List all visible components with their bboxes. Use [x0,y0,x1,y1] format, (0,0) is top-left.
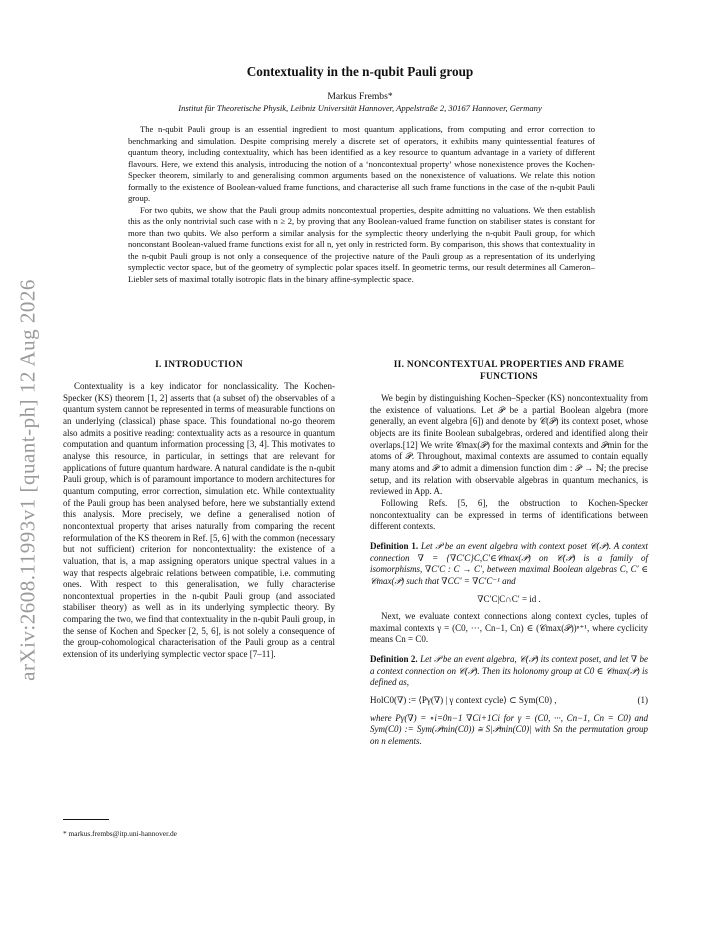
abstract-paragraph: For two qubits, we show that the Pauli group admits noncontextual properties, despite admitting no valuations. We then establish this as the only nontrivial such case with n ≥ 2, by proving that any Boolean-valued frame function on stabiliser states is constant for more than two qubits. We also perform a similar analysis for the symplectic theory underlying the n-qubit Pauli group, for which nonconstant Boolean-valued frame functions exist for all n, yet only in restricted form. By comparison, this shows that contextuality in the n-qubit Pauli group is not only a consequence of the projective nature of the Pauli group as a representation of its underlying symplectic vector space, but of the geometry of symplectic polar spaces itself. In geometric terms, our result determines all Cameron–Liebler sets of maximal totally isotropic flats in the binary affine-symplectic space. [128,204,595,284]
definition-text: Let 𝒫 be an event algebra with context poset 𝒞(𝒫). A context connection ∇ = {∇C′C}C,C′∈𝒞max(𝒫) on 𝒞(𝒫) is a family of isomorphisms, ∇C′C : C → C′, between maximal Boolean algebras C, C′ ∈ 𝒞max(𝒫) such that ∇CC′ = ∇C′C⁻¹ and [370,540,648,586]
right-column [370,359,648,748]
equation-body: HolC0(∇) := ⟨Pγ(∇) | γ context cycle⟩ ⊂ Sym(C0) , [370,695,557,706]
footnote-email: * markus.frembs@itp.uni-hannover.de [63,829,177,838]
body-paragraph: We begin by distinguishing Kochen–Specker (KS) noncontextuality from the existence of valuations. Let 𝒫 be a partial Boolean algebra (more generally, an event algebra [6]) and denote by 𝒞(𝒫) its context poset, whose objects are its finite Boolean subalgebras, ordered and identified along their overlaps.[12] We write 𝒞max(𝒫) for the maximal contexts and 𝒫min for the atoms of 𝒫. Throughout, maximal contexts are assumed to contain equally many atoms and 𝒫 to admit a dimension function dim : 𝒫 → ℕ; the precise setup, and its relation with observable algebras in quantum mechanics, is reviewed in App. A. [370,393,648,497]
section-heading-noncontextual: II. NONCONTEXTUAL PROPERTIES AND FRAME FUNCTIONS [393,360,625,382]
author-name: Markus Frembs* [327,91,393,102]
left-column [63,359,335,661]
definition-continuation: where Pγ(∇) = ∘i=0n−1 ∇Ci+1Ci for γ = (C0, ···, Cn−1, Cn = C0) and Sym(C0) := Sym(𝒫min(C0)) ≅ S|𝒫min(C0)| with Sn the permutation group on n elements. [370,712,648,747]
body-paragraph: Following Refs. [5, 6], the obstruction to Kochen-Specker noncontextuality can be expressed in terms of identifications between different contexts. [370,497,648,532]
equation-1 [370,695,648,707]
abstract [128,124,595,285]
body-paragraph: Next, we evaluate context connections along context cycles, tuples of maximal contexts γ = (C0, ···, Cn−1, Cn) ∈ (𝒞max(𝒫))ⁿ⁺¹, where cyclicity means Cn = C0. [370,611,648,645]
arxiv-sidebar [8,279,48,681]
definition-1 [370,541,648,588]
author-affiliation: Institut für Theoretische Physik, Leibniz Universität Hannover, Appelstraße 2, 30167 Hannover, Germany [178,103,542,113]
equation-number: (1) [637,695,648,706]
definition-2 [370,654,648,689]
definition-label: Definition 1. [370,540,419,551]
abstract-paragraph: The n-qubit Pauli group is an essential ingredient to most quantum applications, from computing and error correction to benchmarking and simulation. Despite comprising merely a discrete set of operators, it exhibits many quintessential features of quantum theory, including contextuality, which has been identified as a key resource to quantum advantage in a variety of different flavours. Here, we extend this analysis, introducing the notion of a ‘noncontextual property’ whose nonexistence proves the Kochen-Specker theorem, similarly to and generalising common arguments based on the nonexistence of valuations. We relate this notion formally to the existence of Boolean-valued frame functions, and characterise all such frame functions in the case of the n-qubit Pauli group. [128,124,595,203]
arxiv-identifier: arXiv:2608.11993v1 [quant-ph] 12 Aug 2026 [15,279,40,681]
definition-text: Let 𝒫 be an event algebra, 𝒞(𝒫) its context poset, and let ∇ be a context connection on 𝒞(𝒫). Then its holonomy group at C0 ∈ 𝒞max(𝒫) is defined as, [370,654,648,688]
section-heading-introduction: I. INTRODUCTION [155,360,243,370]
paper-title: Contextuality in the n-qubit Pauli group [246,64,474,79]
definition-label: Definition 2. [370,654,418,665]
equation-identity: ∇C′C|C∩C′ = id . [477,593,541,604]
footnote-rule [63,819,109,820]
body-paragraph: Contextuality is a key indicator for nonclassicality. The Kochen-Specker (KS) theorem [1, 2] asserts that (a subset of) the observables of a quantum system cannot be represented in terms of measurable functions on an underlying (classical) phase space. This foundational no-go theorem also admits a positive reading: contextuality acts as a resource in quantum computation and quantum information processing [3, 4]. This motivates to analyse this resource, in particular, in settings that are relevant for applications of future quantum hardware. A natural candidate is the n-qubit Pauli group, which is of paramount importance to modern architectures for quantum computing, error correction, simulation etc. While contextuality of the Pauli group has been analysed before, here we substantially extend this analysis. More precisely, we define a generalised notion of noncontextual property that arises naturally from comparing the recent reformulation of the KS theorem in Ref. [5, 6] with the common (necessary but not sufficient) criterion for noncontextuality: the existence of a valuation, that is, a map assigning operators unique spectral values in a way that respects algebraic relations between compatible, i.e. commuting ones. With respect to this generalisation, we fully characterise noncontextual properties in the n-qubit Pauli group (and associated stabiliser theory) as well as in its underlying symplectic theory. By comparing the two, we find that contextuality in the n-qubit Pauli group, in the sense of Kochen and Specker [2, 5, 6], is not solely a consequence of the group-cohomological characterisation of the Pauli group as a central extension of its underlying symplectic vector space [7–11]. [63,381,335,660]
